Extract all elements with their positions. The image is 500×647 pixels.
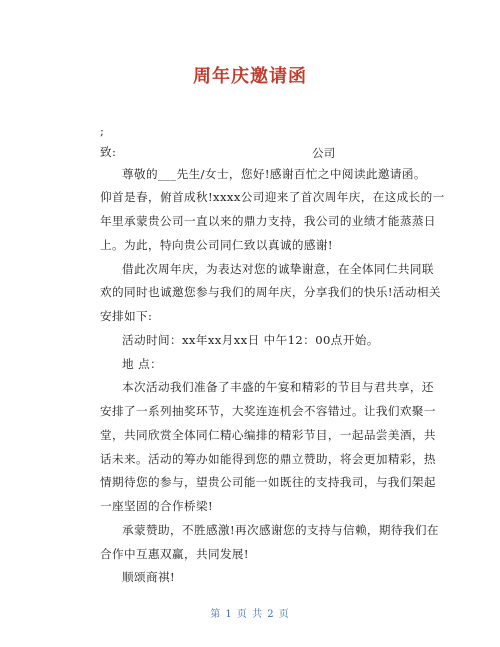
body-line: 安排了一系列抽奖环节，大奖连连机会不容错过。让我们欢聚一 — [100, 404, 436, 418]
event-time: 活动时间：xx年xx月xx日 中午12：00点开始。 — [122, 333, 379, 347]
semicolon-mark: ; — [100, 124, 105, 138]
event-location: 地 点： — [122, 357, 163, 371]
body-line: 本次活动我们准备了丰盛的午宴和精彩的节目与君共享，还 — [122, 380, 434, 394]
body-line: 欢的同时也诚邀您参与我们的周年庆，分享我们的快乐!活动相关 — [100, 285, 441, 299]
page-footer: 第 1 页 共 2 页 — [210, 609, 290, 620]
body-line: 承蒙赞助，不胜感激!再次感谢您的支持与信赖，期待我们在 — [122, 523, 439, 537]
body-line: 安排如下: — [100, 309, 153, 323]
body-line: 年里承蒙贵公司一直以来的鼎力支持，我公司的业绩才能蒸蒸日 — [100, 214, 436, 228]
body-line: 合作中互惠双赢，共同发展! — [100, 547, 249, 561]
body-line: 仰首是春，俯首成秋!xxxx公司迎来了首次周年庆，在这成长的一 — [100, 190, 445, 204]
addressee-label: 致: — [100, 145, 117, 159]
body-line: 一座坚固的合作桥梁! — [100, 499, 214, 513]
page-title: 周年庆邀请函 — [193, 66, 307, 87]
body-line: 上。为此，特向贵公司同仁致以真诚的感谢! — [100, 238, 333, 252]
body-line: 借此次周年庆，为表达对您的诚挚谢意，在全体同仁共同联 — [122, 262, 434, 276]
closing-line: 顺颂商祺! — [122, 570, 176, 584]
body-line: 堂，共同欣赏全体同仁精心编排的精彩节目，一起品尝美酒，共 — [100, 428, 436, 442]
body-line: 尊敬的___先生/女士，您好!感谢百忙之中阅读此邀请函。 — [122, 167, 426, 181]
company-label: 公司 — [312, 146, 336, 160]
body-line: 情期待您的参与，望贵公司能一如既往的支持我司，与我们架起 — [100, 475, 436, 489]
body-line: 话未来。活动的筹办如能得到您的鼎立赞助，将会更加精彩，热 — [100, 452, 436, 466]
